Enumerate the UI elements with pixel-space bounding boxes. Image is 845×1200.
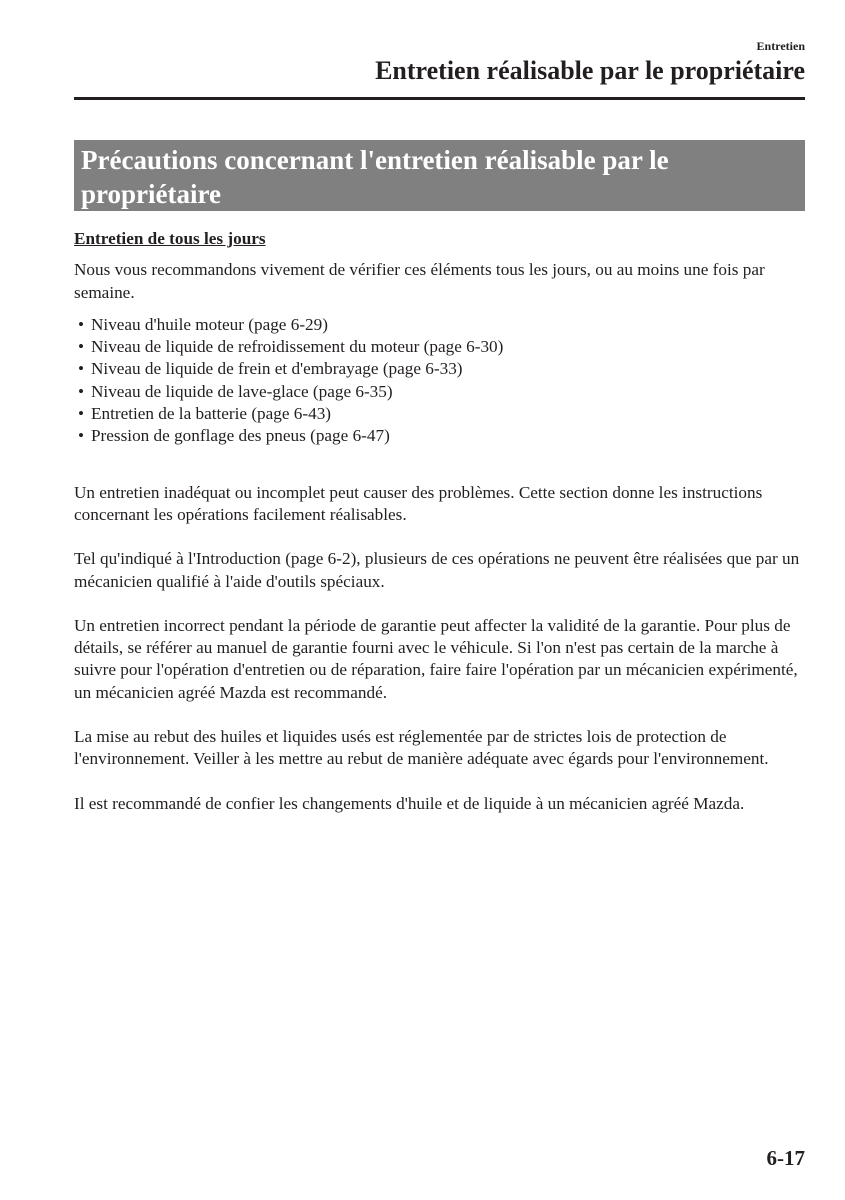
checklist-item-text: Pression de gonflage des pneus (page 6-47) (91, 426, 390, 446)
checklist-item-text: Niveau de liquide de lave-glace (page 6-35) (91, 381, 393, 401)
bullet-icon: • (78, 381, 85, 401)
section-title-banner: Précautions concernant l'entretien réalisable par le propriétaire (74, 140, 805, 211)
bullet-icon: • (78, 337, 85, 357)
page-number: 6-17 (766, 1146, 805, 1170)
paragraph-warranty: Un entretien incorrect pendant la période de garantie peut affecter la validité de la garantie. Pour plus de détails, se référer au manuel de garantie fourni avec le véhicule. Si l'on n'est pas certain de la marche à suivre pour l'opération d'entretien ou de réparation, faire faire l'opération par un mécanicien expérimenté, un mécanicien agréé Mazda est recommandé. (74, 615, 798, 702)
checklist-item-text: Entretien de la batterie (page 6-43) (91, 404, 332, 424)
checklist-item-text: Niveau de liquide de refroidissement du moteur (page 6-30) (91, 337, 504, 357)
daily-checklist (74, 314, 809, 448)
bullet-icon: • (78, 314, 85, 334)
content-body (74, 228, 809, 815)
header-rule (74, 97, 805, 100)
chapter-label: Entretien (756, 39, 805, 53)
paragraph-recommendation: Il est recommandé de confier les changements d'huile et de liquide à un mécanicien agréé Mazda. (74, 793, 745, 813)
bullet-icon: • (78, 404, 85, 424)
checklist-item (78, 314, 809, 336)
checklist-item-text: Niveau de liquide de frein et d'embrayage (page 6-33) (91, 359, 463, 379)
bullet-icon: • (78, 359, 85, 379)
paragraph-disposal: La mise au rebut des huiles et liquides usés est réglementée par de strictes lois de protection de l'environnement. Veiller à les mettre au rebut de manière adéquate avec égards pour l'environnement. (74, 727, 769, 769)
checklist-item (78, 381, 809, 403)
page-heading: Entretien réalisable par le propriétaire (375, 56, 805, 85)
paragraph-maintenance-problems: Un entretien inadéquat ou incomplet peut causer des problèmes. Cette section donne les instructions concernant les opérations facilement réalisables. (74, 482, 763, 524)
subheading: Entretien de tous les jours (74, 229, 266, 248)
checklist-item (78, 403, 809, 425)
paragraph-qualified-mechanic: Tel qu'indiqué à l'Introduction (page 6-2), plusieurs de ces opérations ne peuvent être réalisées que par un mécanicien qualifié à l'aide d'outils spéciaux. (74, 549, 800, 591)
checklist-item-text: Niveau d'huile moteur (page 6-29) (91, 314, 328, 334)
checklist-item (78, 425, 809, 447)
checklist-item (78, 358, 809, 380)
bullet-icon: • (78, 426, 85, 446)
checklist-item (78, 336, 809, 358)
intro-paragraph: Nous vous recommandons vivement de vérifier ces éléments tous les jours, ou au moins une fois par semaine. (74, 260, 765, 302)
